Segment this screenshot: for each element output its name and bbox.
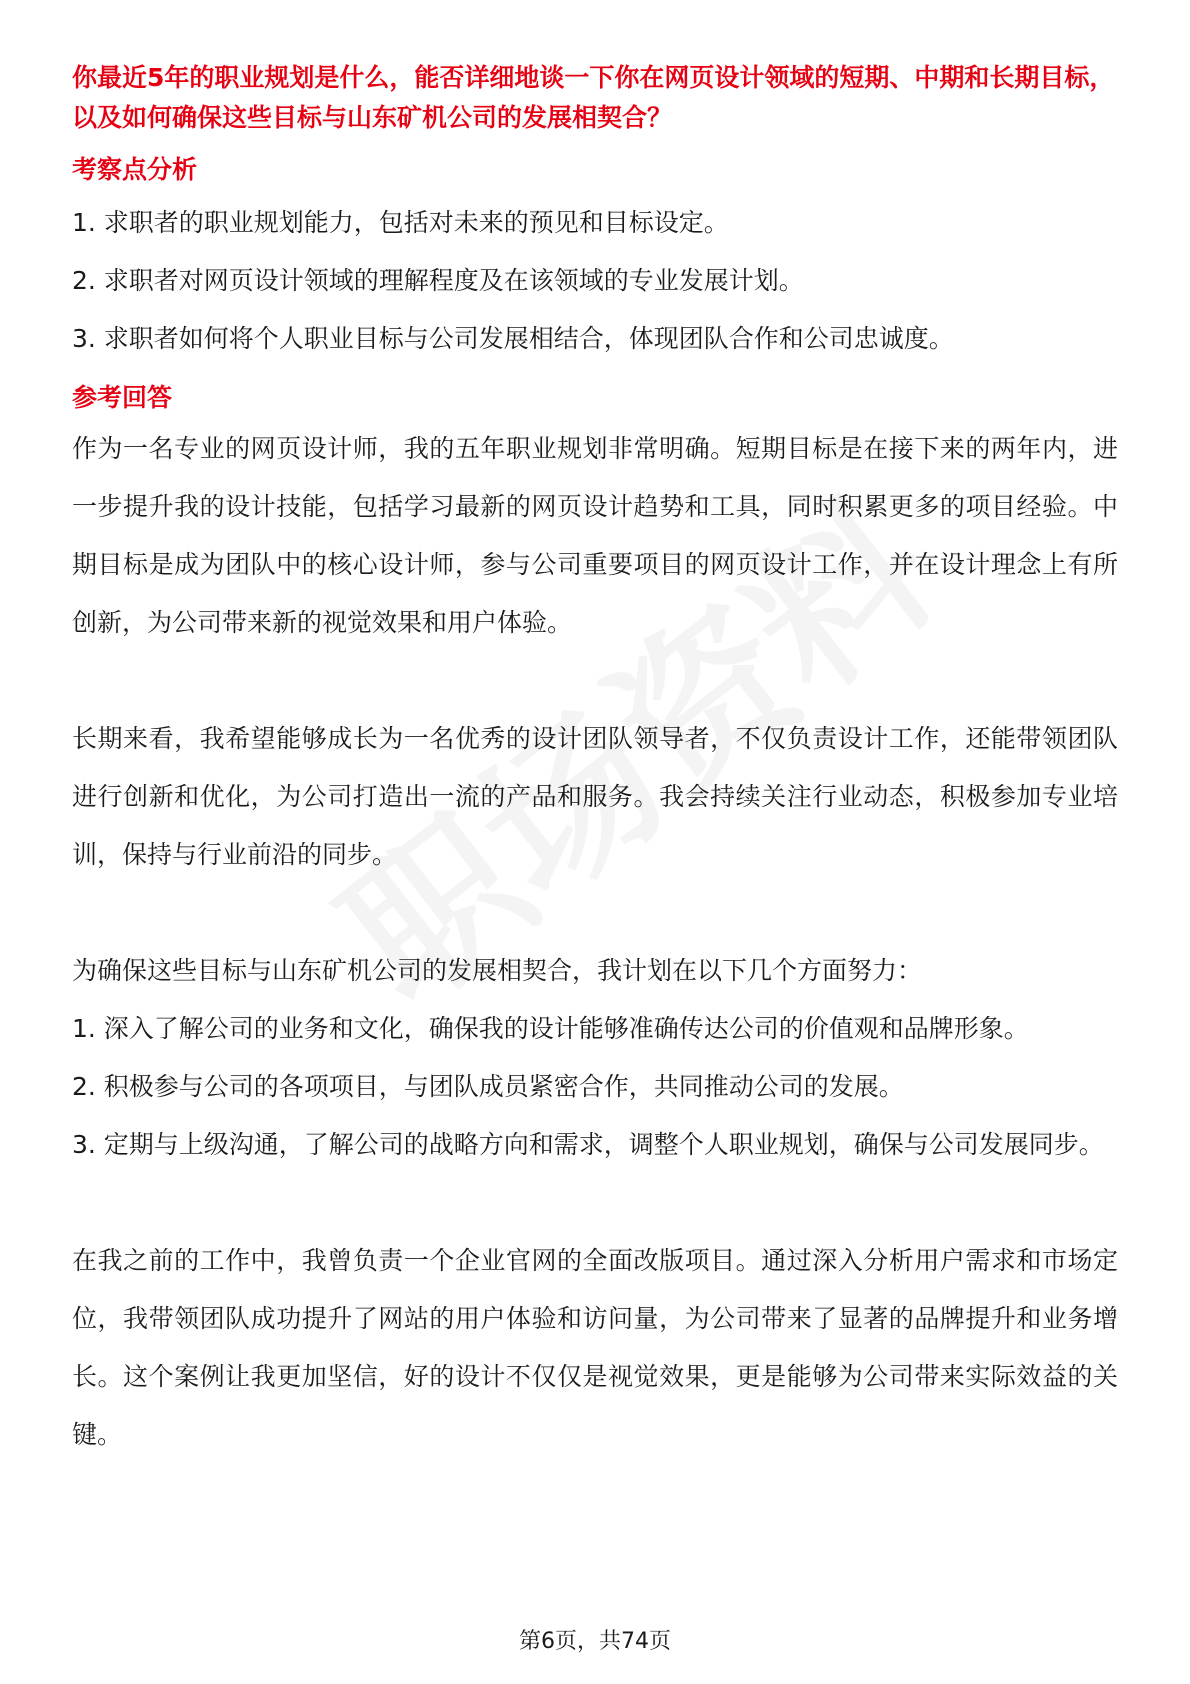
paragraph-gap	[72, 652, 1118, 710]
page-footer: 第6页，共74页	[519, 1629, 671, 1654]
plan-item: 1. 深入了解公司的业务和文化，确保我的设计能够准确传达公司的价值观和品牌形象。	[72, 1014, 1029, 1043]
paragraph-gap	[72, 884, 1118, 942]
plan-item: 3. 定期与上级沟通，了解公司的战略方向和需求，调整个人职业规划，确保与公司发展同步。	[72, 1130, 1104, 1159]
answer-paragraph: 长期来看，我希望能够成长为一名优秀的设计团队领导者，不仅负责设计工作，还能带领团队进行创新和优化，为公司打造出一流的产品和服务。我会持续关注行业动态，积极参加专业培训，保持与行业前沿的同步。	[72, 724, 1118, 869]
analysis-item: 1. 求职者的职业规划能力，包括对未来的预见和目标设定。	[72, 208, 729, 237]
answer-paragraph: 作为一名专业的网页设计师，我的五年职业规划非常明确。短期目标是在接下来的两年内，进一步提升我的设计技能，包括学习最新的网页设计趋势和工具，同时积累更多的项目经验。中期目标是成为团队中的核心设计师，参与公司重要项目的网页设计工作，并在设计理念上有所创新，为公司带来新的视觉效果和用户体验。	[72, 434, 1118, 637]
answer-heading: 参考回答	[72, 383, 173, 412]
plan-intro: 为确保这些目标与山东矿机公司的发展相契合，我计划在以下几个方面努力：	[72, 956, 923, 985]
analysis-item: 3. 求职者如何将个人职业目标与公司发展相结合，体现团队合作和公司忠诚度。	[72, 324, 954, 353]
document-page	[72, 58, 1118, 1464]
analysis-item: 2. 求职者对网页设计领域的理解程度及在该领域的专业发展计划。	[72, 266, 804, 295]
paragraph-gap	[72, 1174, 1118, 1232]
analysis-heading: 考察点分析	[72, 155, 198, 184]
answer-paragraph: 在我之前的工作中，我曾负责一个企业官网的全面改版项目。通过深入分析用户需求和市场定位，我带领团队成功提升了网站的用户体验和访问量，为公司带来了显著的品牌提升和业务增长。这个案例让我更加坚信，好的设计不仅仅是视觉效果，更是能够为公司带来实际效益的关键。	[72, 1246, 1118, 1449]
plan-item: 2. 积极参与公司的各项项目，与团队成员紧密合作，共同推动公司的发展。	[72, 1072, 904, 1101]
question-title: 你最近5年的职业规划是什么，能否详细地谈一下你在网页设计领域的短期、中期和长期目标，以及如何确保这些目标与山东矿机公司的发展相契合？	[72, 63, 1115, 132]
